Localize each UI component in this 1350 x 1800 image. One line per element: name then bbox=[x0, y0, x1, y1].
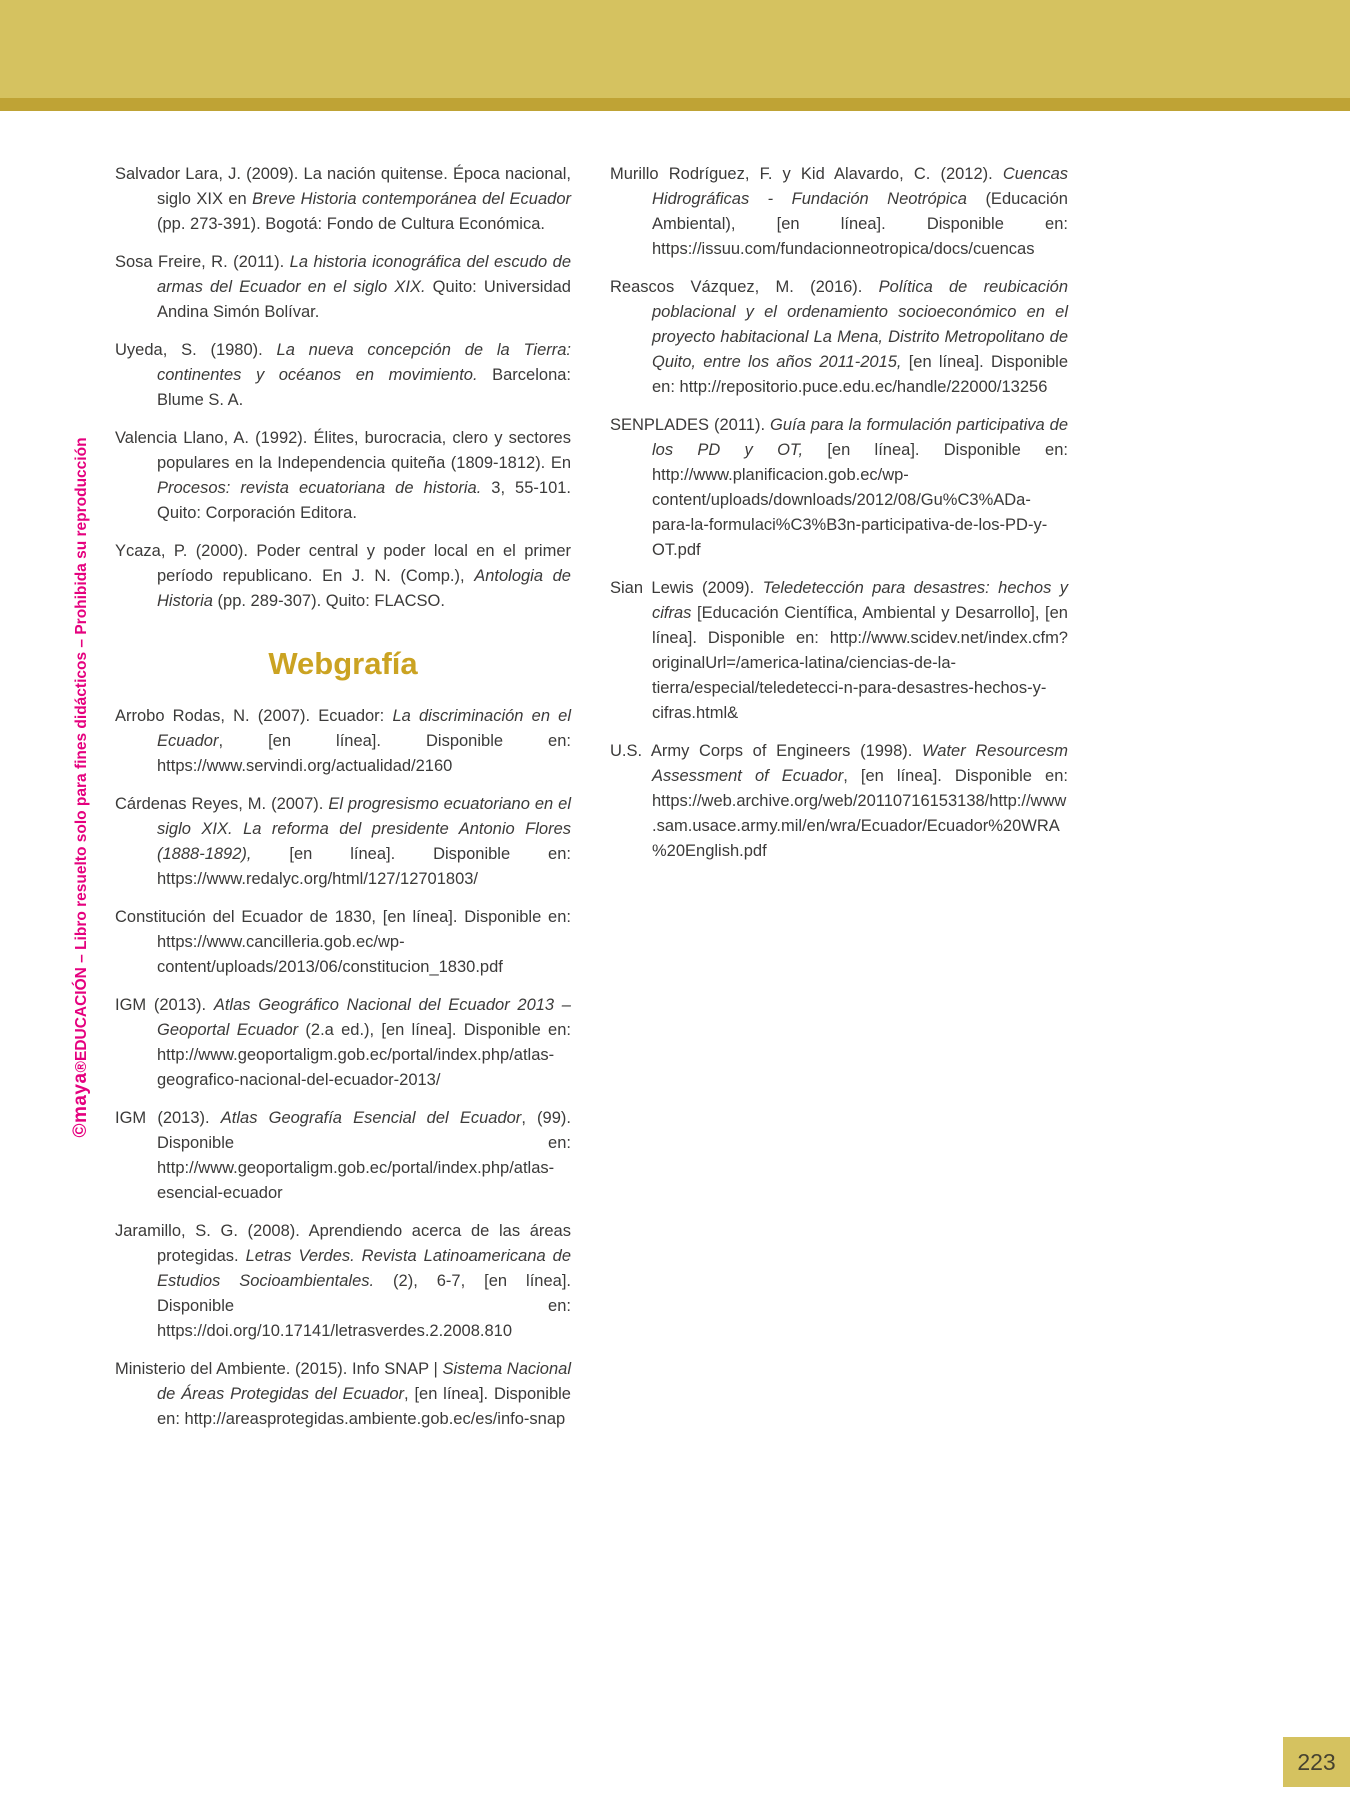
reference-text: Ministerio del Ambiente. (2015). Info SNAP | bbox=[115, 1360, 443, 1378]
reference-item bbox=[610, 413, 1068, 563]
reference-text: Arrobo Rodas, N. (2007). Ecuador: bbox=[115, 707, 393, 725]
header-band bbox=[0, 0, 1350, 98]
reference-title: La discriminación en el Ecuador bbox=[157, 707, 572, 750]
reference-text: SENPLADES (2011). bbox=[610, 416, 770, 434]
reference-text: (2), 6-7, [en línea]. Disponible en: https://doi.org/10.17141/letrasverdes.2.2008.810 bbox=[157, 1272, 571, 1340]
reference-text: Quito: Universidad Andina Simón Bolívar. bbox=[157, 278, 571, 321]
reference-text: 3, 55-101. Quito: Corporación Editora. bbox=[157, 479, 572, 522]
reference-text: , [en línea]. Disponible en: http://areasprotegidas.ambiente.gob.ec/es/info-snap bbox=[157, 1385, 571, 1428]
reference-title: Procesos: revista ecuatoriana de historia. bbox=[157, 479, 482, 497]
reference-text: Sian Lewis (2009). bbox=[610, 579, 763, 597]
reference-text: IGM (2013). bbox=[115, 996, 214, 1014]
reference-text: Salvador Lara, J. (2009). La nación quitense. Época nacional, siglo XIX en bbox=[115, 165, 571, 208]
page-number-box bbox=[1283, 1737, 1350, 1787]
reference-item bbox=[115, 1357, 571, 1432]
reference-title: Guía para la formulación participativa de los PD y OT, bbox=[652, 416, 1069, 459]
reference-item bbox=[115, 539, 571, 614]
reference-item bbox=[115, 250, 571, 325]
left-column bbox=[115, 162, 571, 1445]
reference-text: Reascos Vázquez, M. (2016). bbox=[610, 278, 879, 296]
reference-item bbox=[610, 739, 1068, 864]
copyright-sidebar bbox=[70, 420, 92, 1155]
reference-title: Antologia de Historia bbox=[157, 567, 571, 610]
reference-text: Constitución del Ecuador de 1830, [en línea]. Disponible en: https://www.cancilleria.gob.ec/wp-content/uploads/2013/06/constitucion_1830.pdf bbox=[115, 908, 571, 976]
page-number: 223 bbox=[1297, 1748, 1336, 1775]
reference-text: (Educación Ambiental), [en línea]. Disponible en: https://issuu.com/fundacionneotropica/docs/cuencas bbox=[652, 190, 1068, 258]
reference-title: Atlas Geográfico Nacional del Ecuador 2013 – Geoportal Ecuador bbox=[157, 996, 571, 1039]
reference-item bbox=[115, 426, 571, 526]
reference-title: Sistema Nacional de Áreas Protegidas del Ecuador bbox=[157, 1360, 572, 1403]
reference-text: Murillo Rodríguez, F. y Kid Alavardo, C. (2012). bbox=[610, 165, 1003, 183]
reference-item bbox=[610, 162, 1068, 262]
copyright-notice-text: ®EDUCACIÓN – Libro resuelto solo para fines didácticos – Prohibida su reproducción bbox=[73, 437, 90, 1073]
reference-title: Breve Historia contemporánea del Ecuador bbox=[252, 190, 571, 208]
reference-title: El progresismo ecuatoriano en el siglo XIX. La reforma del presidente Antonio Flores (1888-1892), bbox=[157, 795, 571, 863]
reference-title: Teledetección para desastres: hechos y cifras bbox=[652, 579, 1068, 622]
reference-item bbox=[115, 792, 571, 892]
reference-text: [en línea]. Disponible en: http://repositorio.puce.edu.ec/handle/22000/13256 bbox=[652, 353, 1069, 396]
reference-title: Atlas Geografía Esencial del Ecuador bbox=[220, 1109, 522, 1127]
reference-title: Water Resourcesm Assessment of Ecuador bbox=[652, 742, 1068, 785]
reference-text: [Educación Científica, Ambiental y Desarrollo], [en línea]. Disponible en: http://www.scidev.net/index.cfm?originalUrl=/america-latina/ciencias-de-la-tierra/especial/teledetecci-n-para-desastres-hechos-y-cifras.html& bbox=[652, 604, 1068, 722]
webgrafia-heading: Webgrafía bbox=[268, 646, 418, 681]
reference-title: La historia iconográfica del escudo de armas del Ecuador en el siglo XIX. bbox=[157, 253, 572, 296]
reference-item bbox=[115, 338, 571, 413]
reference-item bbox=[115, 1219, 571, 1344]
reference-text: IGM (2013). bbox=[115, 1109, 221, 1127]
reference-item bbox=[115, 905, 571, 980]
reference-text: Sosa Freire, R. (2011). bbox=[115, 253, 290, 271]
maya-education-logo: ©maya bbox=[70, 1072, 91, 1138]
header-band-accent bbox=[0, 98, 1350, 111]
reference-title: Cuencas Hidrográficas - Fundación Neotrópica bbox=[652, 165, 1068, 208]
reference-item bbox=[610, 576, 1068, 726]
reference-text: (2.a ed.), [en línea]. Disponible en: http://www.geoportaligm.gob.ec/portal/index.php/atlas-geografico-nacional-del-ecuador-2013/ bbox=[157, 1021, 571, 1089]
reference-text: , [en línea]. Disponible en: https://web.archive.org/web/20110716153138/http://www.sam.usace.army.mil/en/wra/Ecuador/Ecuador%20WRA%20English.pdf bbox=[652, 767, 1068, 860]
reference-text: Uyeda, S. (1980). bbox=[115, 341, 277, 359]
reference-text: U.S. Army Corps of Engineers (1998). bbox=[610, 742, 923, 760]
reference-text: [en línea]. Disponible en: http://www.planificacion.gob.ec/wp-content/uploads/downloads/2012/08/Gu%C3%ADa-para-la-formulaci%C3%B3n-participativa-de-los-PD-y-OT.pdf bbox=[652, 441, 1068, 559]
reference-item bbox=[115, 162, 571, 237]
reference-title: Letras Verdes. Revista Latinoamericana de Estudios Socioambientales. bbox=[157, 1247, 571, 1290]
reference-item bbox=[115, 1106, 571, 1206]
reference-text: (pp. 273-391). Bogotá: Fondo de Cultura Económica. bbox=[157, 215, 545, 233]
reference-text: , (99). Disponible en: http://www.geoportaligm.gob.ec/portal/index.php/atlas-esencial-ecuador bbox=[157, 1109, 571, 1202]
reference-text: Barcelona: Blume S. A. bbox=[157, 366, 572, 409]
reference-text: , [en línea]. Disponible en: https://www.servindi.org/actualidad/2160 bbox=[157, 732, 571, 775]
reference-text: (pp. 289-307). Quito: FLACSO. bbox=[212, 592, 445, 610]
reference-text: Cárdenas Reyes, M. (2007). bbox=[115, 795, 329, 813]
right-column bbox=[610, 162, 1068, 877]
reference-title: Política de reubicación poblacional y el ordenamiento socioeconómico en el proyecto habitacional La Mena, Distrito Metropolitano de Quito, entre los años 2011-2015, bbox=[652, 278, 1069, 371]
reference-text: Jaramillo, S. G. (2008). Aprendiendo acerca de las áreas protegidas. bbox=[115, 1222, 571, 1265]
reference-text: [en línea]. Disponible en: https://www.redalyc.org/html/127/12701803/ bbox=[157, 845, 571, 888]
reference-text: Ycaza, P. (2000). Poder central y poder local en el primer período republicano. En J. N. (Comp.), bbox=[115, 542, 571, 585]
reference-text: Valencia Llano, A. (1992). Élites, burocracia, clero y sectores populares en la Independencia quiteña (1809-1812). En bbox=[115, 429, 571, 472]
reference-item bbox=[610, 275, 1068, 400]
reference-item bbox=[115, 704, 571, 779]
reference-title: La nueva concepción de la Tierra: continentes y océanos en movimiento. bbox=[157, 341, 571, 384]
reference-item bbox=[115, 993, 571, 1093]
